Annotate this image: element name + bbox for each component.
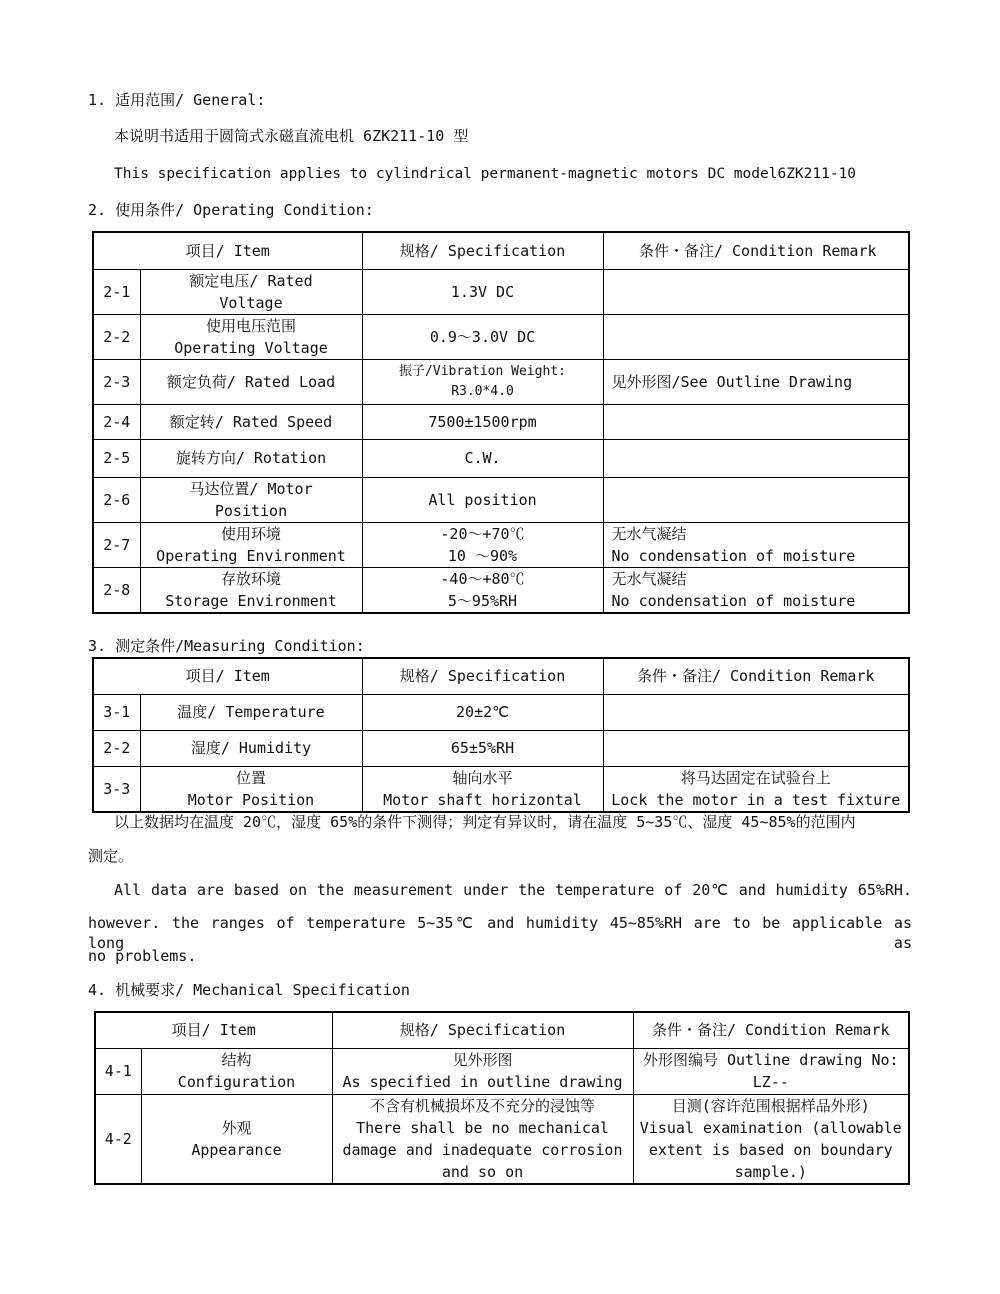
- row-remark: [603, 477, 909, 522]
- section-2-heading: 2. 使用条件/ Operating Condition:: [88, 201, 374, 219]
- row-number: 2-2: [93, 730, 140, 766]
- row-number: 2-4: [93, 404, 140, 439]
- row-remark: 将马达固定在试验台上 Lock the motor in a test fixture: [603, 766, 909, 812]
- row-item: 存放环境 Storage Environment: [140, 567, 362, 613]
- note-cn-line-2: 测定。: [88, 847, 134, 865]
- table-row: [93, 269, 909, 314]
- row-item: 额定负荷/ Rated Load: [140, 359, 362, 404]
- row-item: 结构 Configuration: [141, 1048, 332, 1094]
- table-row: [93, 567, 909, 613]
- note-en-line-3: no problems.: [88, 947, 197, 965]
- table-row: [93, 730, 909, 766]
- row-spec: 7500±1500rpm: [362, 404, 603, 439]
- note-cn-line-1: 以上数据均在温度 20℃，湿度 65%的条件下测得；判定有异议时，请在温度 5~35℃、湿度 45~85%的范围内: [114, 813, 856, 831]
- row-item: 外观 Appearance: [141, 1094, 332, 1184]
- row-remark: [603, 404, 909, 439]
- row-spec: 不含有机械损坏及不充分的浸蚀等 There shall be no mechanical damage and inadequate corrosion and so on: [332, 1094, 633, 1184]
- table-row: [93, 477, 909, 522]
- row-spec: 65±5%RH: [362, 730, 603, 766]
- row-spec: -20～+70℃ 10 ～90%: [362, 522, 603, 567]
- table-row: [93, 439, 909, 477]
- table-row: [93, 314, 909, 359]
- header-remark: 条件・备注/ Condition Remark: [603, 658, 909, 694]
- row-spec: 0.9～3.0V DC: [362, 314, 603, 359]
- header-item: 项目/ Item: [95, 1012, 332, 1048]
- row-item: 额定转/ Rated Speed: [140, 404, 362, 439]
- row-remark: [603, 269, 909, 314]
- table-row: [93, 766, 909, 812]
- operating-condition-table: [92, 231, 910, 614]
- row-number: 2-8: [93, 567, 140, 613]
- section-1-text-cn: 本说明书适用于圆筒式永磁直流电机 6ZK211-10 型: [114, 127, 469, 145]
- section-1-heading: 1. 适用范围/ General:: [88, 91, 266, 109]
- table-row: [93, 359, 909, 404]
- row-item: 使用电压范围 Operating Voltage: [140, 314, 362, 359]
- row-number: 4-2: [95, 1094, 141, 1184]
- note-en-line-1: All data are based on the measurement under the temperature of 20℃ and humidity 65%RH.: [114, 881, 912, 899]
- row-item: 马达位置/ Motor Position: [140, 477, 362, 522]
- row-number: 2-7: [93, 522, 140, 567]
- table-header-row: [93, 658, 909, 694]
- header-remark: 条件・备注/ Condition Remark: [633, 1012, 909, 1048]
- measuring-condition-table: [92, 657, 910, 813]
- header-item: 项目/ Item: [93, 658, 362, 694]
- section-1-text-en: This specification applies to cylindrical permanent-magnetic motors DC model6ZK211-10: [114, 166, 857, 182]
- row-spec: 见外形图 As specified in outline drawing: [332, 1048, 633, 1094]
- row-number: 3-3: [93, 766, 140, 812]
- row-number: 4-1: [95, 1048, 141, 1094]
- row-item: 湿度/ Humidity: [140, 730, 362, 766]
- table-row: [95, 1094, 909, 1184]
- row-number: 2-1: [93, 269, 140, 314]
- note-en-line-2: however. the ranges of temperature 5~35℃ and humidity 45~85%RH are to be applicable as long as: [88, 914, 912, 952]
- row-remark: [603, 730, 909, 766]
- row-item: 位置 Motor Position: [140, 766, 362, 812]
- row-number: 2-2: [93, 314, 140, 359]
- section-4-heading: 4. 机械要求/ Mechanical Specification: [88, 981, 410, 999]
- row-spec: 1.3V DC: [362, 269, 603, 314]
- mechanical-spec-table: [94, 1011, 910, 1185]
- header-remark: 条件・备注/ Condition Remark: [603, 232, 909, 269]
- row-spec: -40～+80℃ 5～95%RH: [362, 567, 603, 613]
- row-item: 额定电压/ Rated Voltage: [140, 269, 362, 314]
- row-spec: 20±2℃: [362, 694, 603, 730]
- row-number: 3-1: [93, 694, 140, 730]
- row-number: 2-6: [93, 477, 140, 522]
- row-remark: 见外形图/See Outline Drawing: [603, 359, 909, 404]
- row-remark: [603, 314, 909, 359]
- section-3-heading: 3. 测定条件/Measuring Condition:: [88, 637, 365, 655]
- row-remark: [603, 439, 909, 477]
- row-remark: [603, 694, 909, 730]
- row-remark: 目测(容许范围根据样品外形) Visual examination (allowable extent is based on boundary sample.): [633, 1094, 909, 1184]
- table-header-row: [93, 232, 909, 269]
- row-remark: 无水气凝结 No condensation of moisture: [603, 567, 909, 613]
- row-spec: All position: [362, 477, 603, 522]
- row-spec: 振子/Vibration Weight: R3.0*4.0: [362, 359, 603, 404]
- row-number: 2-3: [93, 359, 140, 404]
- table-row: [93, 404, 909, 439]
- row-number: 2-5: [93, 439, 140, 477]
- row-item: 温度/ Temperature: [140, 694, 362, 730]
- row-spec: C.W.: [362, 439, 603, 477]
- row-spec: 轴向水平 Motor shaft horizontal: [362, 766, 603, 812]
- row-remark: 外形图编号 Outline drawing No: LZ--: [633, 1048, 909, 1094]
- header-spec: 规格/ Specification: [362, 658, 603, 694]
- row-item: 使用环境 Operating Environment: [140, 522, 362, 567]
- header-spec: 规格/ Specification: [332, 1012, 633, 1048]
- table-row: [93, 694, 909, 730]
- table-header-row: [95, 1012, 909, 1048]
- table-row: [95, 1048, 909, 1094]
- header-item: 项目/ Item: [93, 232, 362, 269]
- row-remark: 无水气凝结 No condensation of moisture: [603, 522, 909, 567]
- header-spec: 规格/ Specification: [362, 232, 603, 269]
- row-item: 旋转方向/ Rotation: [140, 439, 362, 477]
- table-row: [93, 522, 909, 567]
